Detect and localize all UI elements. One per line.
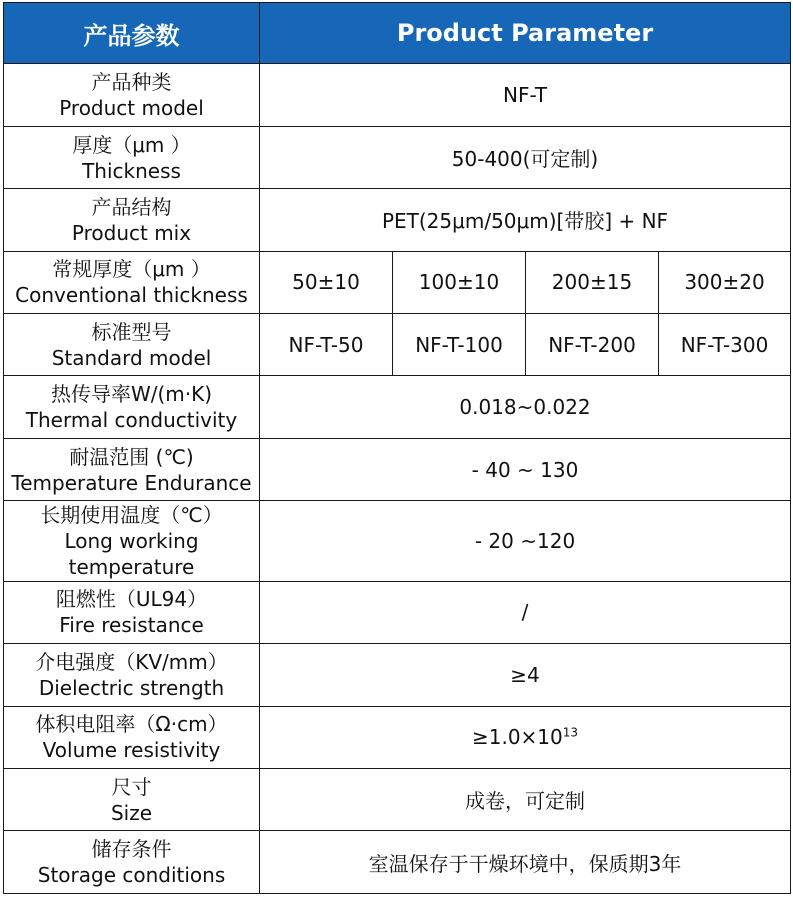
label-cell bbox=[4, 314, 260, 376]
label-en: Product mix bbox=[71, 220, 192, 245]
value-cell: NF-T-100 bbox=[393, 314, 526, 376]
label-cell bbox=[4, 64, 260, 126]
header-cn: 产品参数 bbox=[4, 3, 260, 64]
row-fire-resistance bbox=[4, 581, 791, 643]
value-cell: NF-T bbox=[260, 64, 791, 126]
label-cell bbox=[4, 438, 260, 500]
label-cn: 储存条件 bbox=[91, 837, 172, 862]
label-en: Fire resistance bbox=[59, 613, 204, 638]
value-cell: NF-T-50 bbox=[260, 314, 393, 376]
row-size bbox=[4, 769, 791, 831]
label-cn: 体积电阻率（Ω·cm） bbox=[35, 712, 228, 737]
value-cell: 0.018~0.022 bbox=[260, 376, 791, 438]
label-cn: 尺寸 bbox=[111, 774, 152, 799]
value-cell: 200±15 bbox=[526, 251, 659, 313]
label-en: Conventional thickness bbox=[15, 283, 248, 308]
header-row bbox=[4, 3, 791, 64]
value-exponent: 13 bbox=[562, 725, 579, 740]
value-cell bbox=[260, 706, 791, 768]
label-en: Storage conditions bbox=[37, 863, 226, 888]
label-cn: 阻燃性（UL94） bbox=[55, 587, 208, 612]
label-cn: 耐温范围 (℃) bbox=[69, 444, 194, 469]
value-cell: 室温保存于干燥环境中，保质期3年 bbox=[260, 831, 791, 894]
label-en: Dielectric strength bbox=[38, 675, 225, 700]
row-temperature-endurance bbox=[4, 438, 791, 500]
value-cell: 100±10 bbox=[393, 251, 526, 313]
row-thickness bbox=[4, 126, 791, 188]
value-base: ≥1.0×10 bbox=[471, 725, 563, 750]
value-cell: 50-400(可定制) bbox=[260, 126, 791, 188]
label-en: Size bbox=[110, 800, 153, 825]
value-cell: NF-T-300 bbox=[659, 314, 791, 376]
label-en: Product model bbox=[59, 96, 204, 121]
label-cell bbox=[4, 769, 260, 831]
label-cell bbox=[4, 644, 260, 706]
value-cell: 50±10 bbox=[260, 251, 393, 313]
row-long-working-temperature bbox=[4, 501, 791, 582]
label-en: Thickness bbox=[82, 158, 181, 183]
label-cell bbox=[4, 251, 260, 313]
label-cn: 厚度（μm ） bbox=[72, 132, 191, 157]
row-product-mix bbox=[4, 189, 791, 251]
label-cell bbox=[4, 189, 260, 251]
label-en-line2: temperature bbox=[68, 555, 195, 580]
value-cell: 成卷，可定制 bbox=[260, 769, 791, 831]
value-cell: ≥4 bbox=[260, 644, 791, 706]
row-product-model bbox=[4, 64, 791, 126]
label-cn: 介电强度（KV/mm） bbox=[35, 649, 228, 674]
label-cn: 产品种类 bbox=[91, 70, 172, 95]
header-en: Product Parameter bbox=[260, 3, 791, 64]
value-cell: NF-T-200 bbox=[526, 314, 659, 376]
label-en: Volume resistivity bbox=[42, 738, 221, 763]
row-volume-resistivity bbox=[4, 706, 791, 768]
label-cn: 常规厚度（μm ） bbox=[52, 257, 211, 282]
label-cn: 产品结构 bbox=[91, 194, 172, 219]
label-en: Temperature Endurance bbox=[11, 470, 252, 495]
value-cell: 300±20 bbox=[659, 251, 791, 313]
value-cell: - 40 ~ 130 bbox=[260, 438, 791, 500]
row-standard-model bbox=[4, 314, 791, 376]
value-cell: / bbox=[260, 581, 791, 643]
row-conventional-thickness bbox=[4, 251, 791, 313]
label-cell bbox=[4, 706, 260, 768]
label-cn: 热传导率W/(m·K) bbox=[50, 382, 213, 407]
label-cell bbox=[4, 831, 260, 894]
label-cell bbox=[4, 376, 260, 438]
value-cell: - 20 ~120 bbox=[260, 501, 791, 582]
value-cell: PET(25μm/50μm)[带胶] + NF bbox=[260, 189, 791, 251]
label-cell bbox=[4, 501, 260, 582]
label-cn: 长期使用温度（℃） bbox=[40, 503, 223, 528]
label-en: Standard model bbox=[51, 345, 212, 370]
row-dielectric-strength bbox=[4, 644, 791, 706]
label-cell bbox=[4, 581, 260, 643]
row-thermal-conductivity bbox=[4, 376, 791, 438]
label-en: Long working bbox=[64, 529, 199, 554]
row-storage-conditions bbox=[4, 831, 791, 894]
label-cn: 标准型号 bbox=[91, 319, 172, 344]
label-en: Thermal conductivity bbox=[25, 408, 238, 433]
product-parameter-table bbox=[3, 2, 791, 894]
label-cell bbox=[4, 126, 260, 188]
